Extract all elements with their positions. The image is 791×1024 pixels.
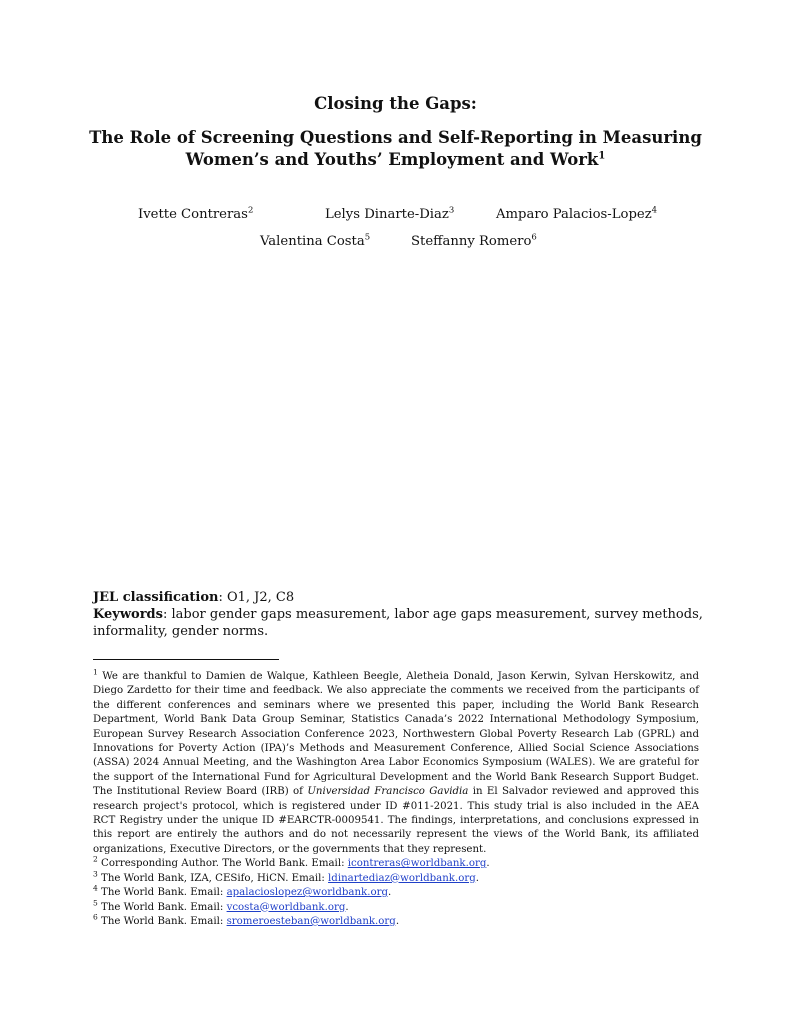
author-dinarte-diaz: Lelys Dinarte-Diaz$^3$	[325, 205, 455, 222]
footnote-2: $^2$ Corresponding Author. The World Bank. Email: icontreras@worldbank.org.	[93, 854, 490, 870]
paper-subtitle: The Role of Screening Questions and Self-Reporting in Measuring Women’s and Youths’ Employment and Work$^1$	[89, 128, 702, 169]
email-link-contreras[interactable]: icontreras@worldbank.org	[347, 858, 487, 870]
footnote-6: $^6$ The World Bank. Email: sromeroesteban@worldbank.org.	[93, 912, 400, 927]
footnote-5: $^5$ The World Bank. Email: vcosta@worldbank.org.	[93, 898, 349, 913]
email-link-romero[interactable]: sromeroesteban@worldbank.org	[226, 915, 396, 927]
email-link-dinarte-diaz[interactable]: ldinartediaz@worldbank.org	[328, 872, 476, 884]
paper-title: Closing the Gaps:	[314, 94, 477, 113]
footnote-divider	[93, 659, 279, 660]
author-romero: Steffanny Romero$^6$	[411, 232, 537, 249]
jel-classification: JEL classification: O1, J2, C8	[93, 590, 295, 605]
footnote-1: $^1$ We are thankful to Damien de Walque, Kathleen Beegle, Aletheia Donald, Jason Kerwin, Sylvan Herskowitz, and Diego Zardetto for their time and feedback. We also appreciate the comments we received from the participants of the different conferences and seminars where we presented this paper, including the World Bank Research Department, World Bank Data Group Seminar, Statistics Canada’s 2022 International Methodology Symposium, European Survey Research Association Conference 2023, Northwestern Global Poverty Research Lab (GPRL) and Innovations for Poverty Action (IPA)’s Methods and Measurement Conference, Allied Social Science Associations (ASSA) 2024 Annual Meeting, and the Washington Area Labor Economics Symposium (WALES). We are grateful for the support of the International Fund for Agricultural Development and the World Bank Research Support Budget. The Institutional Review Board (IRB) of Universidad Francisco Gavidia in El Salvador reviewed and approved this research project's protocol, which is registered under ID #011-2021. This study trial is also included in the AEA RCT Registry under the unique ID #EARCTR-0009541. The findings, interpretations, and conclusions expressed in this report are entirely the authors and do not necessarily represent the views of the World Bank, its affiliated organizations, Executive Directors, or the governments that they represent.	[93, 667, 699, 855]
author-contreras: Ivette Contreras$^2$	[138, 205, 254, 222]
paper-metadata	[93, 589, 703, 640]
footnote-4: $^4$ The World Bank. Email: apalacioslopez@worldbank.org.	[93, 883, 392, 899]
email-link-costa[interactable]: vcosta@worldbank.org	[226, 901, 346, 913]
author-palacios-lopez: Amparo Palacios-Lopez$^4$	[496, 205, 658, 222]
author-costa: Valentina Costa$^5$	[260, 232, 371, 249]
footnotes	[93, 667, 699, 929]
email-link-palacios-lopez[interactable]: apalacioslopez@worldbank.org	[226, 887, 388, 899]
title-footnote-mark: 1	[598, 150, 606, 162]
footnote-3: $^3$ The World Bank, IZA, CESifo, HiCN. Email: ldinartediaz@worldbank.org.	[93, 869, 479, 884]
keywords: Keywords: labor gender gaps measurement, labor age gaps measurement, survey methods, informality, gender norms.	[93, 607, 703, 639]
